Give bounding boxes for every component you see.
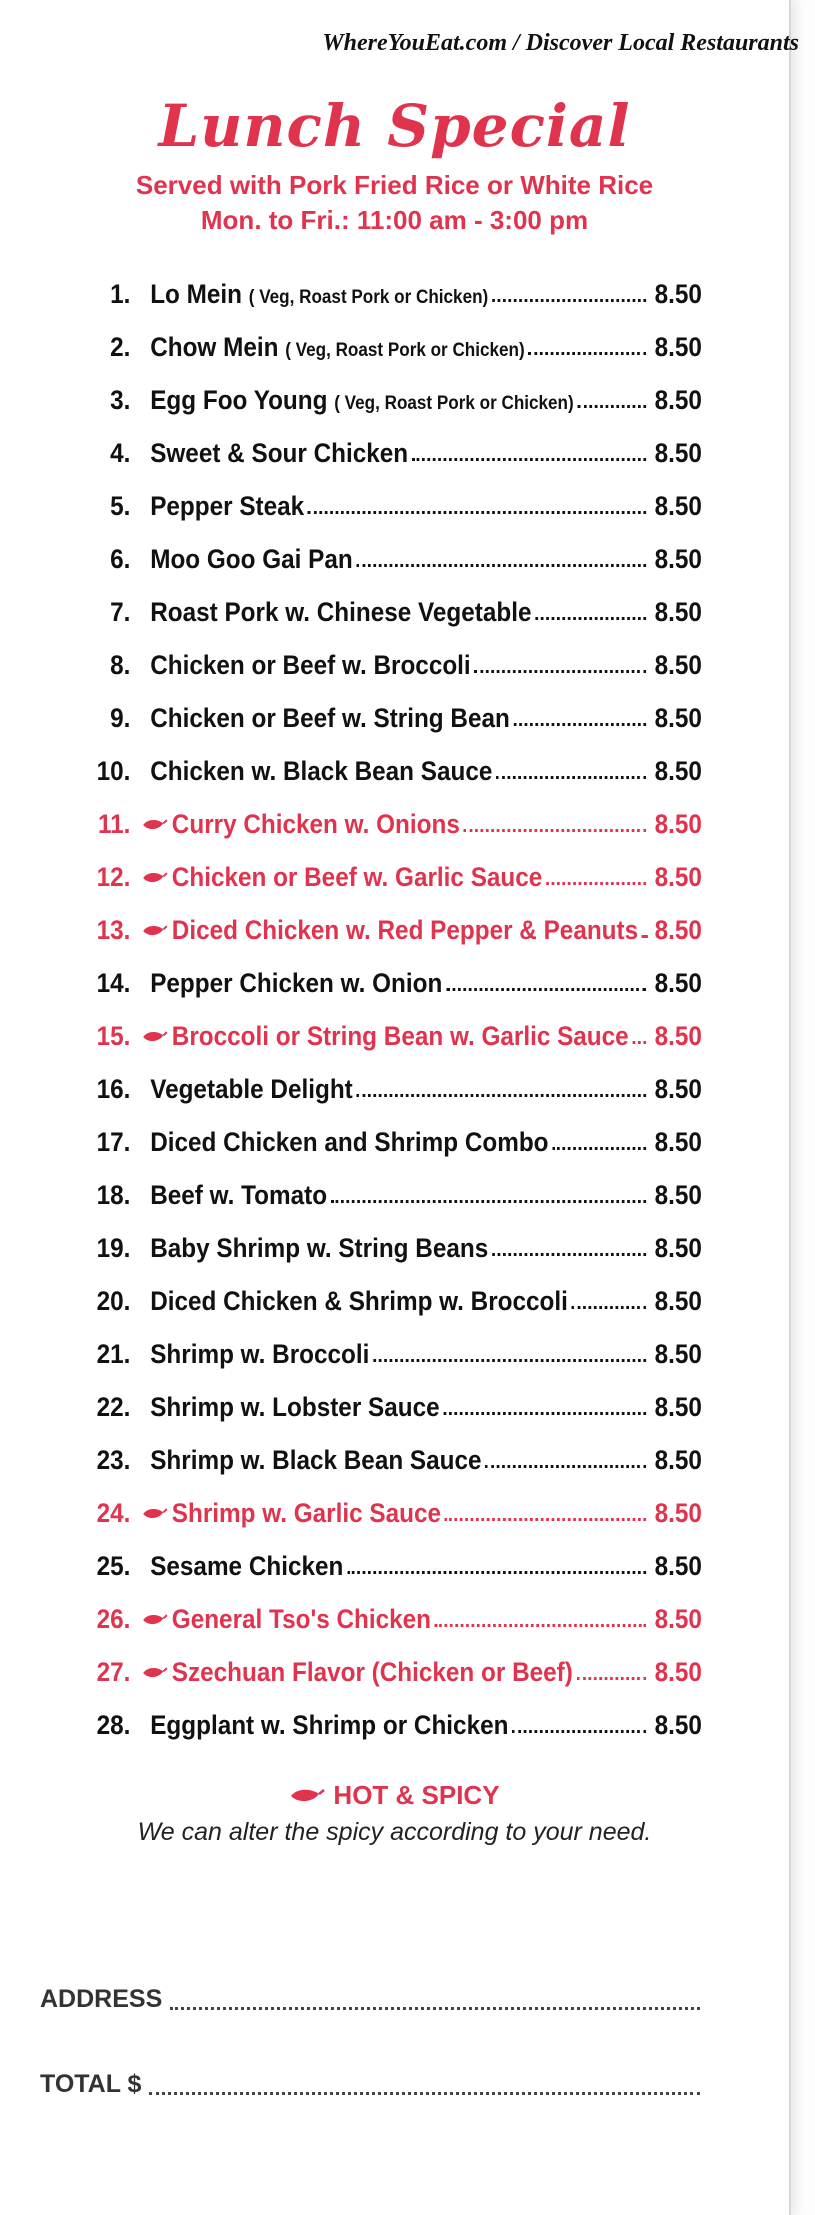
menu-item (62, 533, 702, 586)
total-line[interactable] (149, 2072, 700, 2095)
pepper-icon (141, 1604, 172, 1635)
menu-item (62, 904, 702, 957)
spicy-note: We can alter the spicy according to your need. (137, 1818, 652, 1846)
menu-item-name (150, 756, 492, 787)
dot-leader (412, 428, 646, 461)
menu-item (62, 851, 702, 904)
menu-item-number-wrap (62, 1498, 141, 1529)
menu-item-title: Shrimp w. Lobster Sauce (150, 1392, 440, 1422)
menu-item (62, 1699, 702, 1752)
menu-item-number-wrap (62, 1604, 141, 1635)
menu-item-name (150, 1392, 439, 1423)
menu-item-number-wrap (62, 1286, 141, 1317)
menu-item-number: 11. (97, 809, 131, 839)
menu-item-number-wrap (62, 1233, 141, 1264)
menu-item-name (150, 968, 442, 999)
menu-item-name (150, 703, 510, 734)
menu-item-price: 8.50 (654, 756, 702, 786)
menu-item (62, 321, 702, 374)
menu-item (62, 692, 702, 745)
menu-item-number: 20. (96, 1286, 131, 1316)
menu-item-name (172, 1657, 573, 1688)
dot-leader (308, 481, 646, 514)
menu-item-name (150, 544, 353, 575)
menu-item-number-wrap (62, 1445, 141, 1476)
dot-leader (513, 693, 646, 726)
menu-item-title: Chicken or Beef w. Broccoli (150, 650, 471, 680)
menu-item-price: 8.50 (654, 1286, 702, 1316)
menu-item-number-wrap (62, 1021, 141, 1052)
menu-item-title: Sesame Chicken (150, 1551, 344, 1581)
menu-item-number-wrap (62, 1657, 141, 1688)
menu-item-title: Egg Foo Young (150, 385, 328, 415)
menu-item-name (150, 650, 470, 681)
menu-item-number: 22. (96, 1392, 131, 1422)
menu-item-title: Diced Chicken w. Red Pepper & Peanuts (171, 915, 639, 945)
menu-item-number: 25. (96, 1551, 131, 1581)
menu-item-title: Shrimp w. Black Bean Sauce (150, 1445, 482, 1475)
menu-item-number-wrap (62, 1339, 141, 1370)
dot-leader (512, 1700, 646, 1733)
dot-leader (331, 1170, 646, 1203)
legend-label: HOT & SPICY (333, 1780, 500, 1810)
menu-item-number: 28. (96, 1710, 131, 1740)
dot-leader (642, 905, 646, 938)
menu-item-name (150, 1127, 548, 1158)
menu-item-price: 8.50 (654, 1339, 702, 1369)
menu-item-price: 8.50 (654, 385, 702, 415)
address-field[interactable] (40, 1985, 700, 2014)
menu-item (62, 1434, 702, 1487)
dot-leader (485, 1435, 646, 1468)
menu-item (62, 1222, 702, 1275)
menu-subtitle-hours: Mon. to Fri.: 11:00 am - 3:00 pm (200, 205, 589, 235)
menu-item-number-wrap (62, 1180, 141, 1211)
dot-leader (445, 1488, 647, 1521)
menu-item-price: 8.50 (654, 1657, 702, 1687)
menu-item-price: 8.50 (654, 862, 702, 892)
menu-item-name (172, 915, 638, 946)
menu-item-name (150, 279, 488, 310)
dot-leader (435, 1594, 646, 1627)
menu-item-name (172, 1604, 431, 1635)
menu-item (62, 1010, 702, 1063)
menu-item-number-wrap (62, 544, 141, 575)
pepper-icon (141, 1498, 172, 1529)
dot-leader (552, 1117, 646, 1150)
menu-item-name (150, 1710, 508, 1741)
menu-item-title: Sweet & Sour Chicken (150, 438, 409, 468)
dot-leader (577, 375, 646, 408)
menu-item (62, 268, 702, 321)
menu-item (62, 1328, 702, 1381)
menu-item-number-wrap (62, 332, 141, 363)
menu-item-number: 13. (96, 915, 131, 945)
menu-item-price: 8.50 (654, 968, 702, 998)
menu-item-number-wrap (62, 597, 141, 628)
dot-leader (356, 1064, 646, 1097)
hot-spicy-legend (0, 1780, 789, 1813)
menu-item-price: 8.50 (654, 915, 702, 945)
menu-item (62, 1381, 702, 1434)
menu-item (62, 745, 702, 798)
pepper-icon (141, 862, 172, 893)
menu-item-number-wrap (62, 968, 141, 999)
dot-leader (347, 1541, 646, 1574)
menu-item-number-wrap (62, 279, 141, 310)
menu-item (62, 1487, 702, 1540)
menu-item-number: 3. (110, 385, 131, 415)
menu-item-number: 14. (96, 968, 131, 998)
menu-item (62, 1169, 702, 1222)
menu-item-name (150, 438, 408, 469)
menu-item (62, 1540, 702, 1593)
pepper-icon (141, 1021, 172, 1052)
dot-leader (373, 1329, 646, 1362)
menu-item-number: 1. (110, 279, 131, 309)
menu-item-title: Lo Mein (150, 279, 242, 309)
menu-item-number: 4. (110, 438, 131, 468)
menu-item-number: 19. (96, 1233, 131, 1263)
menu-item (62, 798, 702, 851)
menu-item-number: 26. (96, 1604, 131, 1634)
menu-item-number: 2. (110, 332, 131, 362)
dot-leader (474, 640, 646, 673)
menu-item-name (150, 491, 304, 522)
dot-leader (446, 958, 646, 991)
menu-item-price: 8.50 (654, 650, 702, 680)
dot-leader (546, 852, 646, 885)
menu-item-name (172, 1021, 629, 1052)
menu-item-name (150, 1339, 369, 1370)
menu-item-number: 8. (110, 650, 131, 680)
total-field[interactable] (40, 2070, 700, 2099)
menu-item-price: 8.50 (654, 1233, 702, 1263)
menu-item-number: 12. (96, 862, 131, 892)
menu-item-title: Chow Mein (150, 332, 279, 362)
menu-item-number: 24. (96, 1498, 131, 1528)
menu-item-title: Roast Pork w. Chinese Vegetable (150, 597, 532, 627)
menu-item-number: 18. (96, 1180, 131, 1210)
menu-item-title: Chicken or Beef w. Garlic Sauce (171, 862, 543, 892)
menu-item-number-wrap (62, 385, 141, 416)
menu-item-options: ( Veg, Roast Pork or Chicken) (285, 340, 525, 361)
menu-subtitle-rice: Served with Pork Fried Rice or White Rice (135, 170, 654, 200)
menu-item-name (150, 597, 531, 628)
dot-leader (356, 534, 646, 567)
menu-item-name (150, 1286, 568, 1317)
menu-item-price: 8.50 (654, 544, 702, 574)
menu-item (62, 427, 702, 480)
menu-item-price: 8.50 (654, 1021, 702, 1051)
menu-item-title: Diced Chicken and Shrimp Combo (150, 1127, 549, 1157)
dot-leader (576, 1647, 646, 1680)
menu-item-number-wrap (62, 915, 141, 946)
menu-item-price: 8.50 (654, 1445, 702, 1475)
menu-item-title: Baby Shrimp w. String Beans (150, 1233, 489, 1263)
menu-item-price: 8.50 (654, 279, 702, 309)
menu-item-title: Chicken or Beef w. String Bean (150, 703, 510, 733)
menu-item (62, 1116, 702, 1169)
menu-item-number-wrap (62, 1551, 141, 1582)
menu-item-price: 8.50 (654, 809, 702, 839)
menu-item-number: 7. (110, 597, 131, 627)
menu-item-number-wrap (62, 1710, 141, 1741)
menu-item-title: Pepper Chicken w. Onion (150, 968, 443, 998)
menu-item-number-wrap (62, 756, 141, 787)
menu-item-price: 8.50 (654, 1074, 702, 1104)
menu-item-name (150, 385, 574, 416)
menu-item-name (150, 332, 524, 363)
menu-item-name (150, 1074, 353, 1105)
menu-item-number-wrap (62, 1074, 141, 1105)
pepper-icon (289, 1782, 325, 1813)
menu-item-price: 8.50 (654, 1392, 702, 1422)
menu-item-number: 10. (96, 756, 131, 786)
menu-item-number-wrap (62, 1127, 141, 1158)
menu-item-price: 8.50 (654, 1127, 702, 1157)
menu-item-options: ( Veg, Roast Pork or Chicken) (334, 393, 574, 414)
menu-item-title: Beef w. Tomato (150, 1180, 328, 1210)
address-line[interactable] (170, 1987, 700, 2010)
menu-item (62, 1593, 702, 1646)
menu-item-number-wrap (62, 809, 141, 840)
menu-item (62, 957, 702, 1010)
address-label: ADDRESS (40, 1985, 163, 2013)
menu-item-title: Vegetable Delight (150, 1074, 353, 1104)
menu-item-title: Moo Goo Gai Pan (150, 544, 353, 574)
menu-item-number: 17. (96, 1127, 131, 1157)
dot-leader (496, 746, 646, 779)
menu-item (62, 639, 702, 692)
menu-item (62, 480, 702, 533)
menu-item-number-wrap (62, 1392, 141, 1423)
menu-item-title: Pepper Steak (150, 491, 305, 521)
menu-item-number: 5. (110, 491, 131, 521)
menu-item-name (172, 809, 460, 840)
menu-item-options: ( Veg, Roast Pork or Chicken) (248, 287, 489, 308)
menu-item-number: 16. (96, 1074, 131, 1104)
menu-item-title: Curry Chicken w. Onions (171, 809, 460, 839)
dot-leader (571, 1276, 646, 1309)
menu-item-name (172, 1498, 441, 1529)
menu-item-price: 8.50 (654, 438, 702, 468)
menu-item-price: 8.50 (654, 1551, 702, 1581)
pepper-icon (141, 809, 172, 840)
menu-item-number: 9. (110, 703, 131, 733)
menu-item-number-wrap (62, 438, 141, 469)
menu-item-number-wrap (62, 703, 141, 734)
menu-item-title: Broccoli or String Bean w. Garlic Sauce (171, 1021, 629, 1051)
menu-item-name (172, 862, 543, 893)
menu-item (62, 1275, 702, 1328)
menu-item-number: 21. (96, 1339, 131, 1369)
dot-leader (528, 322, 646, 355)
menu-item-price: 8.50 (654, 703, 702, 733)
menu-item-number: 6. (110, 544, 131, 574)
total-label: TOTAL $ (40, 2070, 142, 2098)
menu-item-price: 8.50 (654, 1498, 702, 1528)
menu-item-title: Chicken w. Black Bean Sauce (150, 756, 493, 786)
menu-item (62, 1063, 702, 1116)
pepper-icon (141, 1657, 172, 1688)
menu-item-price: 8.50 (654, 1180, 702, 1210)
menu-item-number: 23. (96, 1445, 131, 1475)
menu-item-price: 8.50 (654, 1710, 702, 1740)
menu-title: Lunch Special (158, 92, 631, 160)
menu-item-title: Szechuan Flavor (Chicken or Beef) (171, 1657, 573, 1687)
menu-item (62, 586, 702, 639)
dot-leader (492, 1223, 646, 1256)
menu-item-number-wrap (62, 650, 141, 681)
menu-list (62, 268, 702, 1752)
dot-leader (443, 1382, 646, 1415)
menu-item-name (150, 1180, 327, 1211)
menu-item-number-wrap (62, 491, 141, 522)
menu-item-name (150, 1551, 343, 1582)
dot-leader (492, 269, 646, 302)
menu-item-price: 8.50 (654, 332, 702, 362)
menu-item-number-wrap (62, 862, 141, 893)
site-header[interactable]: WhereYouEat.com / Discover Local Restaurants (322, 30, 799, 56)
dot-leader (463, 799, 646, 832)
menu-item (62, 1646, 702, 1699)
menu-item-title: Eggplant w. Shrimp or Chicken (150, 1710, 509, 1740)
menu-item-title: Shrimp w. Garlic Sauce (171, 1498, 441, 1528)
menu-item-price: 8.50 (654, 491, 702, 521)
menu-item-number: 27. (96, 1657, 131, 1687)
menu-item (62, 374, 702, 427)
menu-item-title: Shrimp w. Broccoli (150, 1339, 370, 1369)
pepper-icon (141, 915, 172, 946)
menu-item-price: 8.50 (654, 1604, 702, 1634)
dot-leader (632, 1011, 646, 1044)
menu-item-name (150, 1233, 488, 1264)
menu-item-price: 8.50 (654, 597, 702, 627)
menu-item-title: General Tso's Chicken (171, 1604, 432, 1634)
menu-item-title: Diced Chicken & Shrimp w. Broccoli (150, 1286, 568, 1316)
dot-leader (535, 587, 646, 620)
menu-item-name (150, 1445, 481, 1476)
menu-item-number: 15. (96, 1021, 131, 1051)
